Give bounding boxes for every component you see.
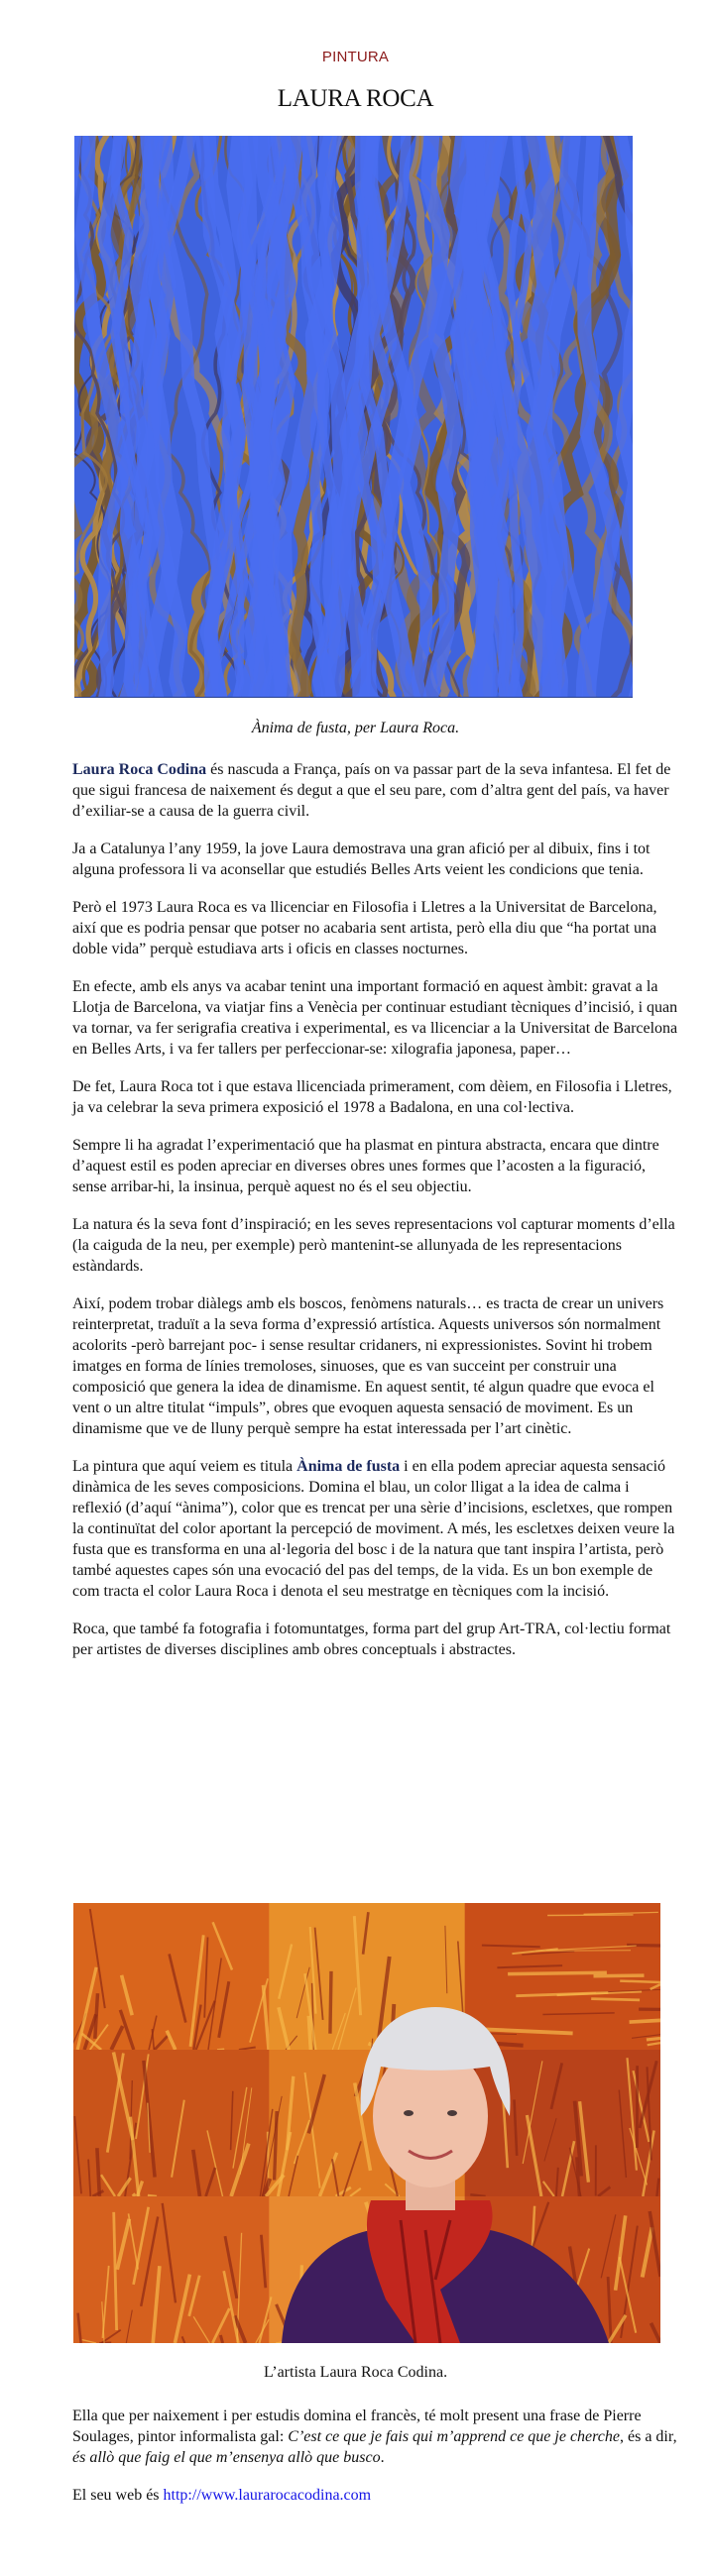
section-label[interactable]: PINTURA — [321, 49, 390, 65]
paragraph-nature: La natura és la seva font d’inspiració; en les seves representacions vol capturar moments d’ella (la caiguda de la neu, per exemple) però mantenint-se allunyada de les representacions estàndards. — [72, 1216, 675, 1275]
artist-portrait — [73, 1903, 660, 2343]
painting-title-highlight: Ànima de fusta — [296, 1458, 401, 1475]
paragraph-training: En efecte, amb els anys va acabar tenint una important formació en aquest àmbit: gravat a la Llotja de Barcelona, va viatjar fins a Venècia per continuar estudiant tècniques d’incisió, i quan va tornar, va fer serigrafia creativa i experimental, es va llicenciar a la Universitat de Barcelona en Belles Arts, i va fer tallers per perfeccionar-se: xilografia japonesa, paper… — [72, 978, 678, 1058]
quote-french: C’est ce que je fais qui m’apprend ce que je cherche — [288, 2428, 620, 2445]
paragraph-text: és nascuda a França, país on va passar part de la seva infantesa. El fet de que sigui francesa de naixement és degut a que el seu pare, com d’altra gent del país, va haver d’exiliar-se a causa de la guerra civil. — [72, 761, 671, 820]
paragraph-text: El seu web és — [72, 2487, 164, 2504]
paragraph-painting-description — [72, 1456, 679, 1602]
website-link[interactable]: http://www.laurarocacodina.com — [163, 2487, 372, 2504]
painting-image-anima-de-fusta — [74, 136, 633, 698]
paragraph-intro — [72, 759, 679, 822]
painting-artwork — [74, 136, 633, 697]
article-closing — [72, 2406, 679, 2522]
paragraph-youth: Ja a Catalunya l’any 1959, la jove Laura demostrava una gran afició per al dibuix, fins i tot alguna professora li va aconsellar que estudiés Belles Arts veient les condicions que tenia. — [72, 840, 651, 878]
page-title: LAURA ROCA — [277, 85, 434, 112]
paragraph-text: i en ella podem apreciar aquesta sensació dinàmica de les seves composicions. Domina el blau, un color lligat a la idea de calma i reflexió (d’aquí “ànima”), color que es trencat per una sèrie d’incisions, escletxes, que rompen la continuïtat del color aportant la percepció de moviment. A més, les escletxes deixen veure la fusta que es transforma en una al·legoria del bosc i de la natura que tant inspira l’artista, però també aquestes capes són una evocació del pas del temps, de la vida. Es un bon exemple de com tracta el color Laura Roca i denota el seu mestratge en tècniques com la incisió. — [72, 1458, 675, 1600]
paragraph-dialogues: Així, podem trobar diàlegs amb els boscos, fenòmens naturals… es tracta de crear un univers reinterpretat, traduït a la seva forma d’expressió artística. Aquests universos són normalment acolorits -però barrejant poc- i sense resultar cridaners, ni expressionistes. Sovint hi trobem imatges en forma de línies tremoloses, sinuoses, que es van succeint per construir una composició que genera la idea de dinamisme. En aquest sentit, té algun quadre que evoca el vent o un altre titulat “impuls”, obres que evoquen aquesta sensació de moviment. Es un dinamisme que ve de lluny perquè sempre ha estat interessada per l’art cinètic. — [72, 1295, 664, 1437]
paragraph-art-tra: Roca, que també fa fotografia i fotomuntatges, forma part del grup Art-TRA, col·lectiu format per artistes de diverses disciplines amb obres conceptuals i abstractes. — [72, 1621, 671, 1658]
paragraph-soulages-quote — [72, 2406, 679, 2468]
artist-name-highlight: Laura Roca Codina — [72, 761, 207, 778]
paragraph-website — [72, 2485, 679, 2506]
article-body — [72, 759, 679, 1677]
painting-caption: Ànima de fusta, per Laura Roca. — [251, 720, 460, 736]
paragraph-text: Ella que per naixement i per estudis domina el francès, té molt present una frase de Pierre Soulages, pintor informalista gal: — [72, 2408, 642, 2445]
paragraph-abstract: Sempre li ha agradat l’experimentació que ha plasmat en pintura abstracta, encara que dintre d’aquest estil es poden apreciar en diverses obres unes formes que l’acosten a la figuració, sense arribar-hi, la insinua, perquè aquest no és el seu objectiu. — [72, 1137, 659, 1195]
paragraph-text: . — [380, 2449, 385, 2466]
photo-caption: L’artista Laura Roca Codina. — [263, 2364, 448, 2381]
paragraph-text: La pintura que aquí veiem es titula — [72, 1458, 297, 1475]
artist-photo — [73, 1903, 660, 2343]
quote-catalan: és allò que faig el que m’ensenya allò que busco — [72, 2449, 381, 2466]
paragraph-first-exhibition: De fet, Laura Roca tot i que estava llicenciada primerament, com dèiem, en Filosofia i Lletres, ja va celebrar la seva primera exposició el 1978 a Badalona, en una col·lectiva. — [72, 1078, 672, 1116]
paragraph-studies: Però el 1973 Laura Roca es va llicenciar en Filosofia i Lletres a la Universitat de Barcelona, així que es podria pensar que potser no acabaria sent artista, però ella diu que “ha portat una doble vida” perquè estudiava arts i oficis en classes nocturnes. — [72, 899, 657, 957]
paragraph-text: , és a dir, — [620, 2428, 677, 2445]
